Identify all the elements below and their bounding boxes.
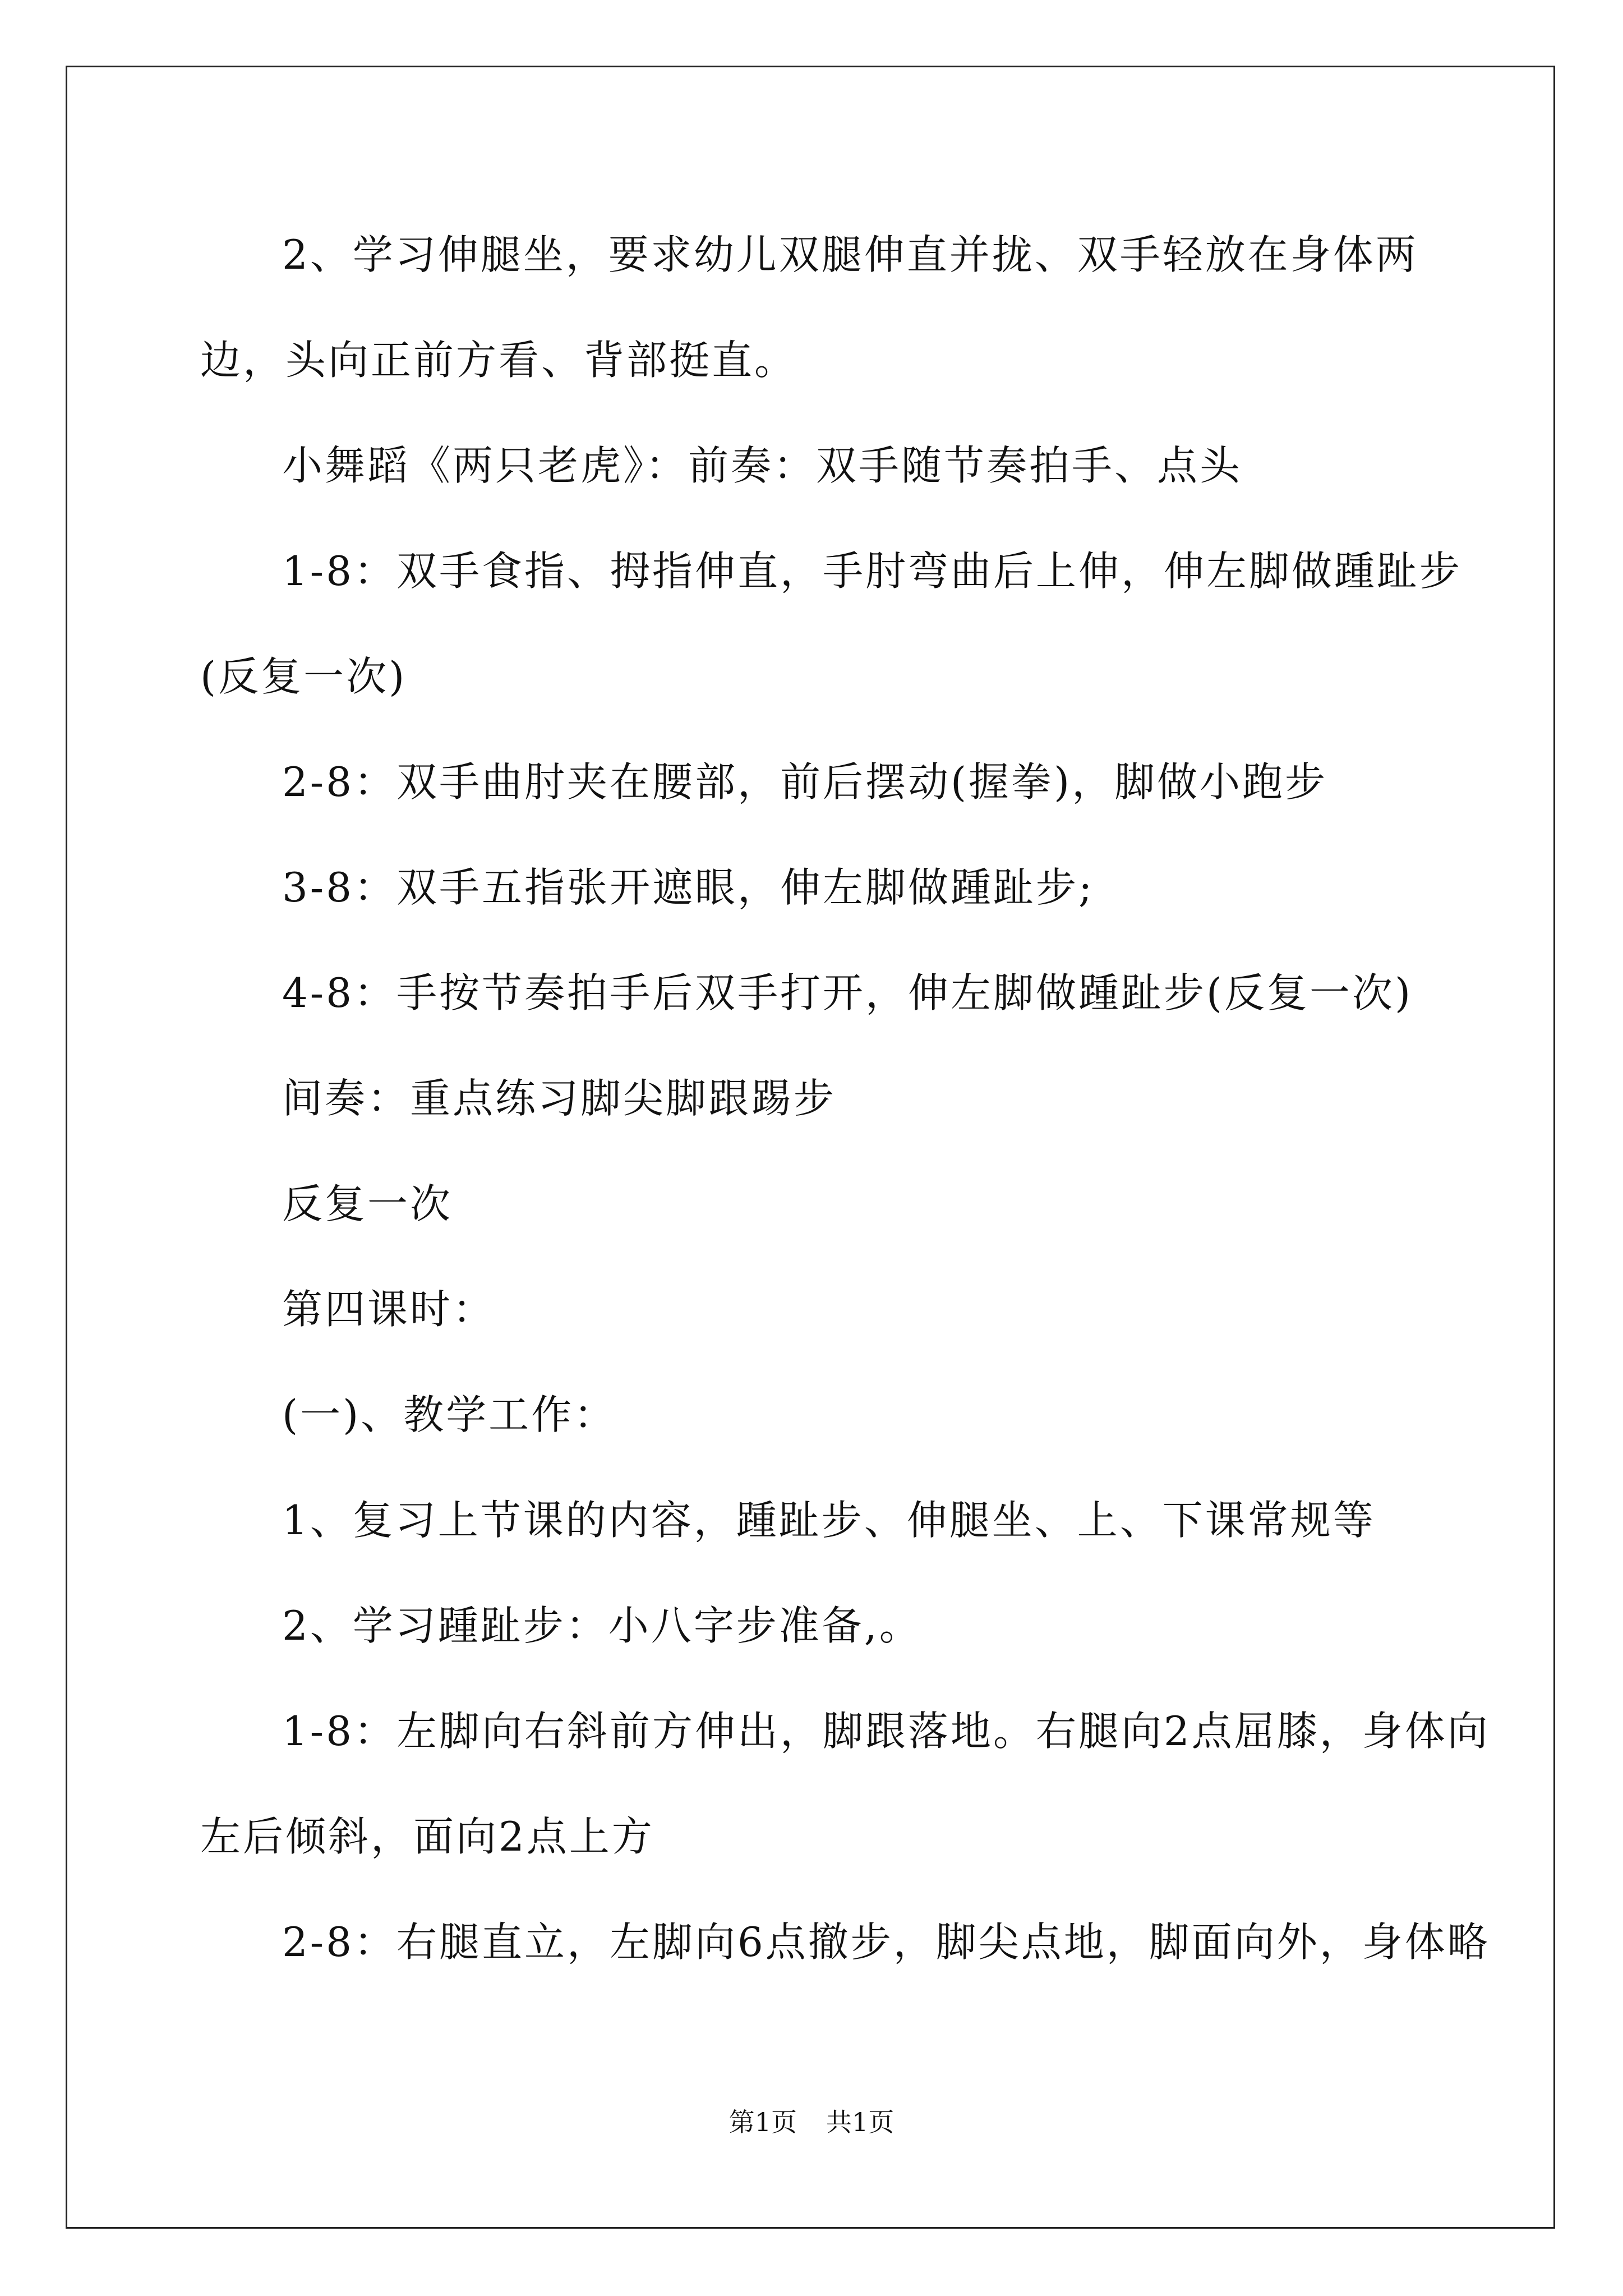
paragraph: 小舞蹈《两只老虎》：前奏：双手随节奏拍手、点头: [282, 442, 1243, 489]
paragraph: 2、学习踵趾步：小八字步准备,。: [282, 1602, 922, 1649]
paragraph: 反复一次: [282, 1180, 453, 1227]
paragraph: 1、复习上节课的内容，踵趾步、伸腿坐、上、下课常规等: [282, 1497, 1376, 1544]
paragraph: 4-8：手按节奏拍手后双手打开，伸左脚做踵趾步(反复一次): [282, 969, 1413, 1016]
paragraph: 2、学习伸腿坐，要求幼儿双腿伸直并拢、双手轻放在身体两边，头向正前方看、背部挺直。: [200, 231, 1418, 384]
document-body: [200, 202, 1490, 1995]
paragraph: 3-8：双手五指张开遮眼，伸左脚做踵趾步;: [282, 864, 1095, 911]
paragraph: 第四课时：: [282, 1286, 496, 1333]
paragraph: 间奏：重点练习脚尖脚跟踢步: [282, 1075, 837, 1122]
paragraph: 1-8：左脚向右斜前方伸出，脚跟落地。右腿向2点屈膝，身体向左后倾斜，面向2点上方: [200, 1708, 1490, 1860]
paragraph: 2-8：右腿直立，左脚向6点撤步，脚尖点地，脚面向外，身体略: [282, 1918, 1490, 1966]
paragraph: 2-8：双手曲肘夹在腰部，前后摆动(握拳)，脚做小跑步: [282, 758, 1328, 806]
paragraph: 1-8：双手食指、拇指伸直，手肘弯曲后上伸，伸左脚做踵趾步(反复一次): [200, 547, 1462, 700]
page-number-total: 共1页: [826, 2107, 895, 2137]
page-footer: [0, 2105, 1623, 2139]
page-number-current: 第1页: [728, 2107, 797, 2137]
paragraph: (一)、教学工作：: [282, 1391, 617, 1438]
